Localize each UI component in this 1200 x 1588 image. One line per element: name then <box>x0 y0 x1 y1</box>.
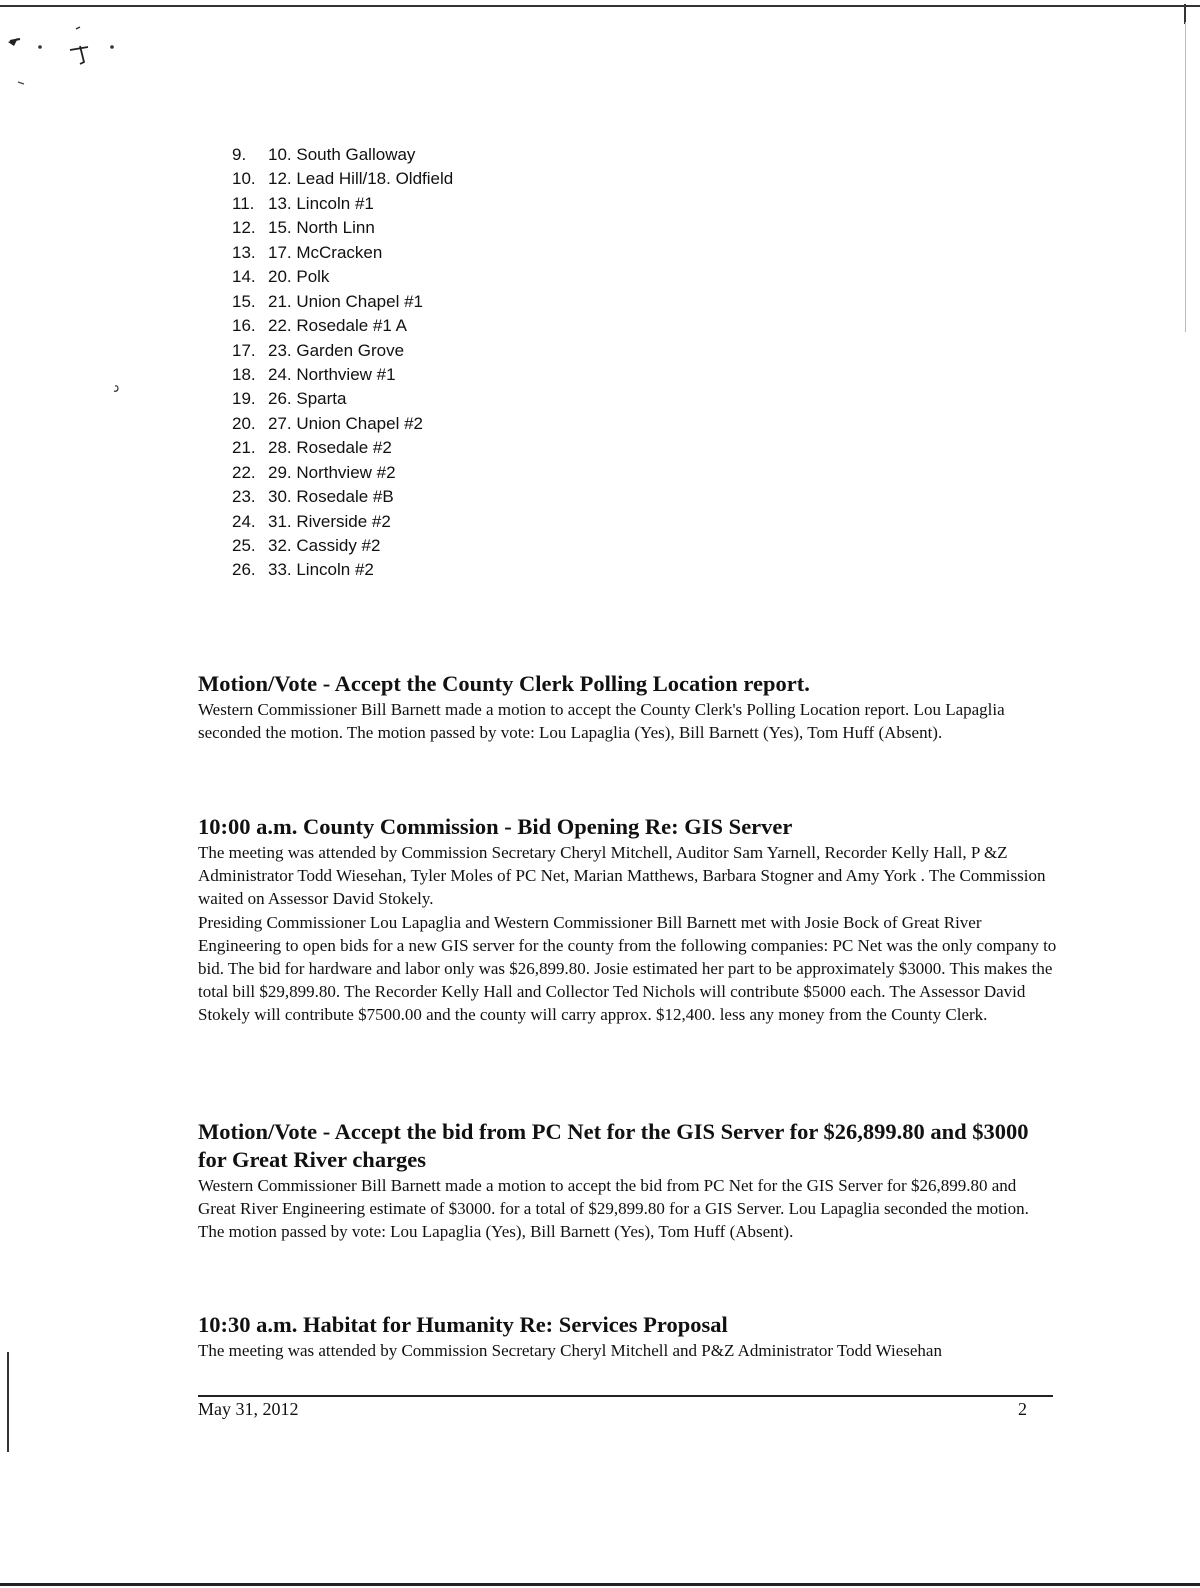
list-item <box>232 534 682 558</box>
list-item-number: 11. <box>232 193 255 213</box>
section-polling-motion <box>198 670 1058 744</box>
list-item-text: 20. Polk <box>268 267 330 287</box>
section-habitat <box>198 1311 1058 1362</box>
list-item-number: 14. <box>232 267 256 287</box>
section-heading: 10:00 a.m. County Commission - Bid Opening Re: GIS Server <box>198 814 793 839</box>
section-bid-motion <box>198 1118 1058 1244</box>
list-item-text: 24. Northview #1 <box>268 364 396 384</box>
list-item-number: 25. <box>232 536 256 555</box>
list-item-number: 12. <box>232 218 256 238</box>
section-paragraph: Western Commissioner Bill Barnett made a motion to accept the County Clerk's Polling Location report. Lou Lapaglia seconded the motion. The motion passed by vote: Lou Lapaglia (Yes), Bill Barnett (Yes), Tom Huff (Absent). <box>198 700 1005 743</box>
list-item <box>232 387 682 411</box>
list-item <box>232 363 682 387</box>
page-number: 2 <box>1018 1399 1027 1419</box>
list-item-text: 21. Union Chapel #1 <box>268 291 424 311</box>
footer-divider <box>198 1395 1053 1397</box>
list-item <box>232 290 682 314</box>
list-item-text: 23. Garden Grove <box>268 340 405 360</box>
section-paragraph: The meeting was attended by Commission Secretary Cheryl Mitchell and P&Z Administrator Todd Wiesehan <box>198 1341 942 1360</box>
scan-speck <box>112 384 122 394</box>
list-item-text: 13. Lincoln #1 <box>268 193 374 213</box>
list-item-text: 15. North Linn <box>268 218 375 238</box>
footer-date: May 31, 2012 <box>198 1399 299 1419</box>
list-item <box>232 558 682 582</box>
list-item <box>232 143 682 167</box>
section-heading: 10:30 a.m. Habitat for Humanity Re: Services Proposal <box>198 1312 728 1337</box>
list-item-text: 32. Cassidy #2 <box>268 536 381 555</box>
list-item <box>232 314 682 338</box>
section-heading: Motion/Vote - Accept the County Clerk Polling Location report. <box>198 671 810 696</box>
list-item-text: 29. Northview #2 <box>268 462 396 482</box>
list-item <box>232 241 682 265</box>
scan-specks <box>0 20 130 100</box>
list-item-text: 28. Rosedale #2 <box>268 438 392 458</box>
scan-edge-left <box>7 1352 9 1452</box>
section-paragraph: Western Commissioner Bill Barnett made a motion to accept the bid from PC Net for the GIS Server for $26,899.80 and Great River Engineering estimate of $3000. for a total of $29,899.80 for a GIS Server. Lou Lapaglia seconded the motion. The motion passed by vote: Lou Lapaglia (Yes), Bill Barnett (Yes), Tom Huff (Absent). <box>198 1176 1029 1242</box>
list-item-number: 24. <box>232 511 256 531</box>
scan-edge-top <box>0 5 1200 7</box>
list-item <box>232 339 682 363</box>
list-item-number: 19. <box>232 389 256 409</box>
section-heading: Motion/Vote - Accept the bid from PC Net for the GIS Server for $26,899.80 and $3000 for Great River charges <box>198 1119 1029 1172</box>
section-paragraph: The meeting was attended by Commission Secretary Cheryl Mitchell, Auditor Sam Yarnell, Recorder Kelly Hall, P &Z Administrator Todd Wiesehan, Tyler Moles of PC Net, Marian Matthews, Barbara Stogner and Amy York . The Commission waited on Assessor David Stokely. <box>198 843 1046 909</box>
list-item-number: 20. <box>232 413 256 433</box>
list-item <box>232 265 682 289</box>
section-paragraph: Presiding Commissioner Lou Lapaglia and Western Commissioner Bill Barnett met with Josie Bock of Great River Engineering to open bids for a new GIS server for the county from the following companies: PC Net was the only company to bid. The bid for hardware and labor only was $26,899.80. Josie estimated her part to be approximately $3000. This makes the total bill $29,899.80. The Recorder Kelly Hall and Collector Ted Nichols will contribute $5000 each. The Assessor David Stokely will contribute $7500.00 and the county will carry approx. $12,400. less any money from the County Clerk. <box>198 912 1057 1025</box>
list-item-text: 27. Union Chapel #2 <box>268 413 424 433</box>
list-item <box>232 461 682 485</box>
scan-edge-right <box>1185 22 1186 332</box>
list-item-text: 30. Rosedale #B <box>268 487 394 507</box>
list-item-text: 22. Rosedale #1 A <box>268 316 407 336</box>
list-item-text: 10. South Galloway <box>268 145 416 164</box>
list-item-text: 17. McCracken <box>268 242 383 262</box>
list-item <box>232 412 682 436</box>
list-item-text: 26. Sparta <box>268 389 347 409</box>
section-bid-opening <box>198 813 1058 1027</box>
list-item-number: 26. <box>232 560 256 580</box>
list-item <box>232 216 682 240</box>
list-item-text: 12. Lead Hill/18. Oldfield <box>268 169 454 189</box>
scan-edge-bottom <box>0 1583 1200 1586</box>
list-item-number: 15. <box>232 291 256 311</box>
list-item <box>232 436 682 460</box>
list-item-number: 13. <box>232 242 256 262</box>
list-item <box>232 167 682 191</box>
list-item <box>232 485 682 509</box>
list-item-number: 9. <box>232 145 247 164</box>
scan-edge-top-right <box>1184 4 1186 24</box>
list-item-text: 33. Lincoln #2 <box>268 560 374 580</box>
list-item-number: 17. <box>232 340 256 360</box>
list-item-number: 10. <box>232 169 256 189</box>
precinct-list <box>232 143 682 583</box>
list-item-number: 23. <box>232 487 256 507</box>
list-item <box>232 192 682 216</box>
list-item-number: 16. <box>232 316 256 336</box>
list-item-number: 22. <box>232 462 256 482</box>
list-item <box>232 510 682 534</box>
list-item-text: 31. Riverside #2 <box>268 511 391 531</box>
list-item-number: 18. <box>232 364 256 384</box>
list-item-number: 21. <box>232 438 256 458</box>
